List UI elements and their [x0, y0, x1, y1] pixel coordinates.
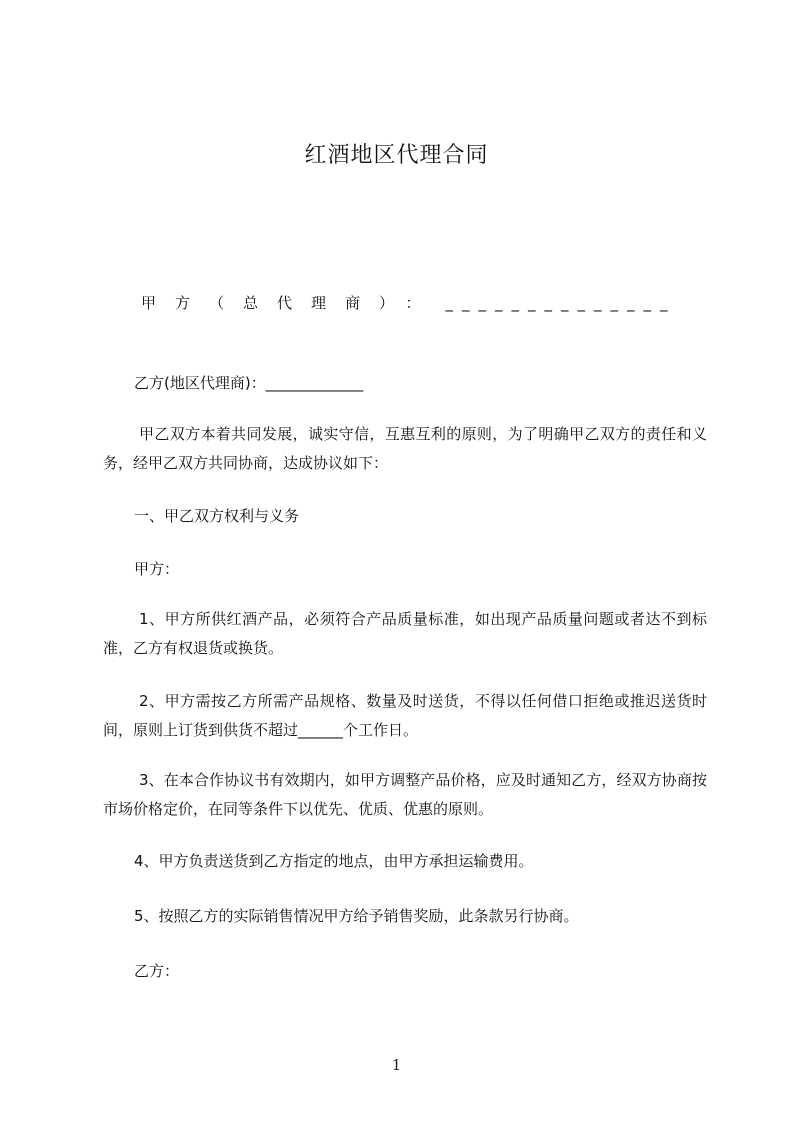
clause-2: 2、甲方需按乙方所需产品规格、数量及时送货，不得以任何借口拒绝或推迟送货时间，原则上订货到供货不超过______个工作日。: [103, 692, 707, 739]
document-title: 红酒地区代理合同: [304, 143, 489, 168]
intro-paragraph: 甲乙双方本着共同发展，诚实守信，互惠互利的原则，为了明确甲乙双方的责任和义务，经甲乙双方共同协商，达成协议如下：: [103, 425, 707, 472]
party-a-heading: 甲方：: [134, 560, 180, 578]
clause-1: 1、甲方所供红酒产品，必须符合产品质量标准，如出现产品质量问题或者达不到标准，乙方有权退货或换货。: [103, 610, 707, 657]
party-a-blank: ______________: [445, 294, 677, 312]
clause-4: 4、甲方负责送货到乙方指定的地点，由甲方承担运输费用。: [134, 852, 534, 870]
section-heading: 一、甲乙双方权利与义务: [134, 507, 300, 525]
clause-3: 3、在本合作协议书有效期内，如甲方调整产品价格，应及时通知乙方，经双方协商按市场价格定价，在同等条件下以优先、优质、优惠的原则。: [103, 771, 707, 818]
party-b-heading: 乙方：: [134, 962, 180, 980]
party-b-label: 乙方(地区代理商)：: [134, 374, 266, 392]
party-a-line: [141, 292, 677, 313]
page-number: 1: [391, 1056, 402, 1074]
party-a-label: 甲方（总代理商）：: [141, 294, 440, 312]
party-b-line: [134, 372, 363, 393]
party-b-blank: _____________: [265, 374, 364, 392]
clause-5: 5、按照乙方的实际销售情况甲方给予销售奖励，此条款另行协商。: [134, 907, 579, 925]
